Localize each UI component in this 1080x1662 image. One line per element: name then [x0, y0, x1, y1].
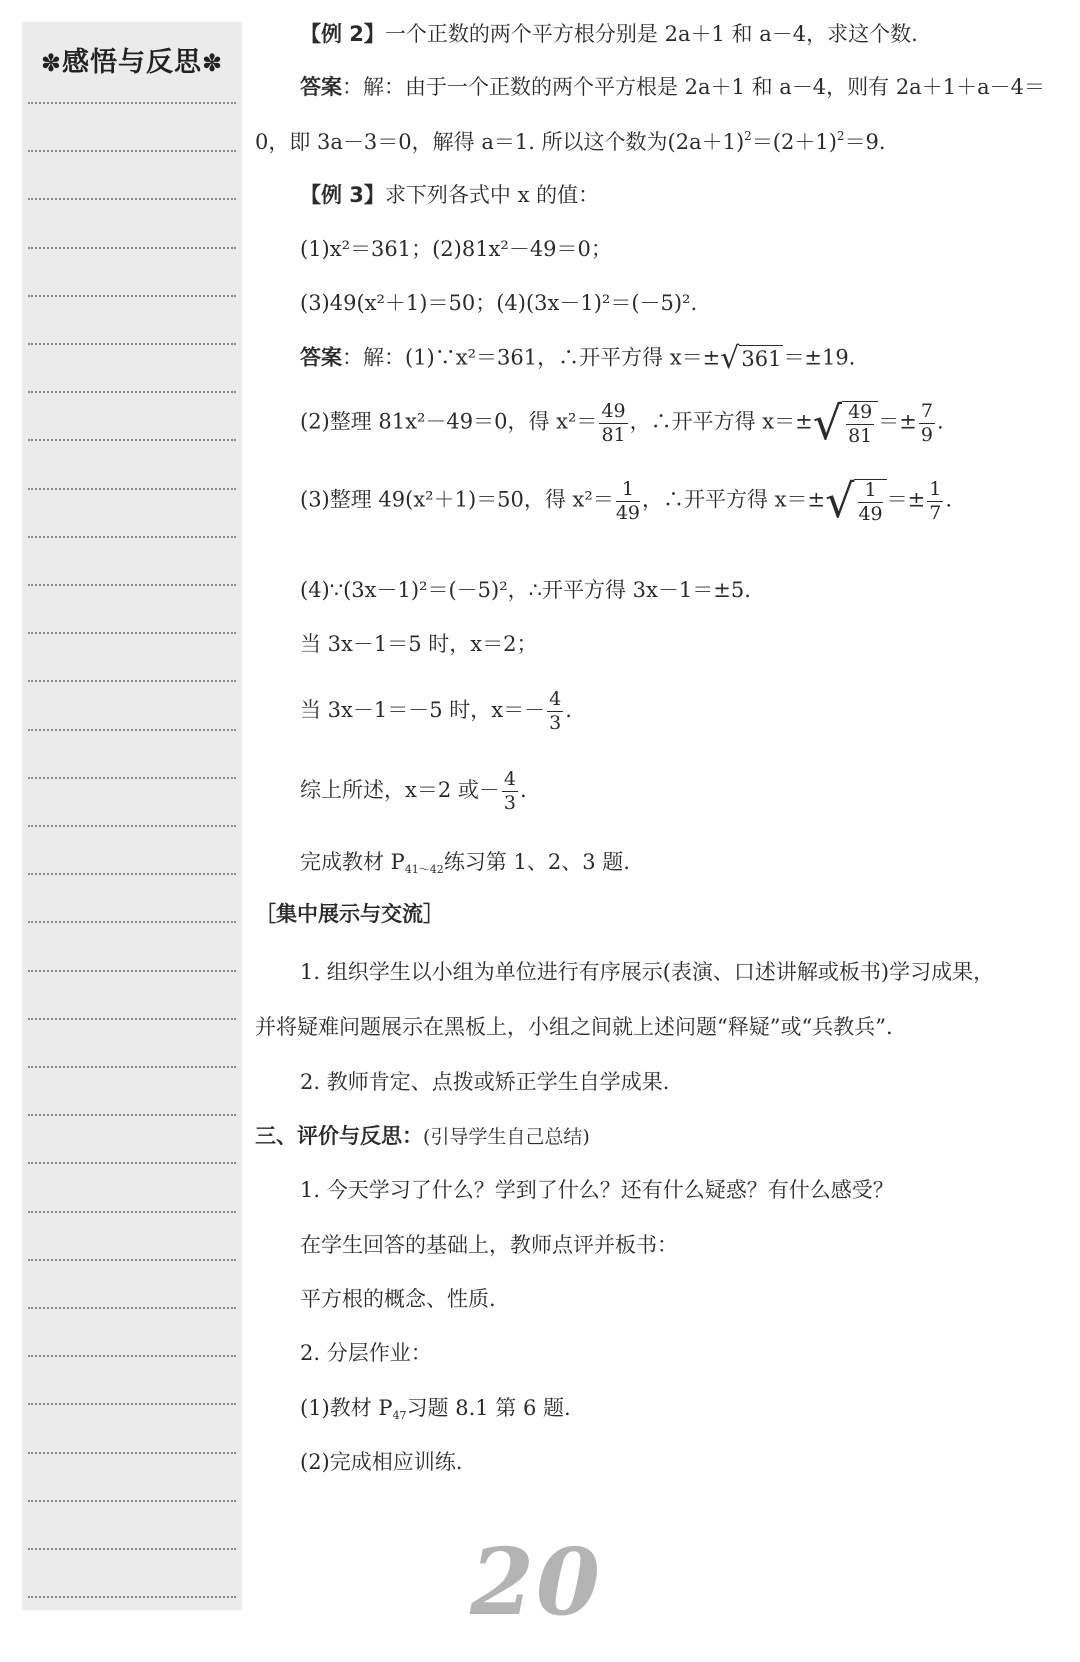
answer-label: 答案	[300, 345, 342, 370]
answer-text: 当 3x－1＝－5 时，x＝－	[300, 698, 546, 722]
example3-answer-1	[300, 341, 856, 376]
display-heading: ［集中展示与交流］	[255, 902, 444, 926]
answer-text: ：解：(1)∵x²＝361，∴开平方得 x＝±	[342, 345, 721, 370]
note-line	[28, 584, 236, 586]
note-line	[28, 1452, 236, 1454]
exponent: 2	[836, 129, 845, 143]
note-line	[28, 343, 236, 345]
example3-question-text: 求下列各式中 x 的值：	[384, 183, 600, 207]
numerator: 1	[929, 477, 942, 500]
period: .	[565, 698, 572, 722]
example3-label: 【例 3】	[300, 183, 385, 207]
note-line	[28, 1596, 236, 1598]
note-line	[28, 970, 236, 972]
denominator: 81	[601, 423, 626, 446]
note-line	[28, 873, 236, 875]
note-line	[28, 1500, 236, 1502]
denominator: 3	[549, 712, 562, 734]
display-item-1-line1: 1. 组织学生以小组为单位进行有序展示(表演、口述讲解或板书)学习成果，	[300, 960, 995, 984]
equals-plus-minus: ＝±	[886, 487, 926, 512]
note-line	[28, 150, 236, 152]
sidebar-title	[22, 40, 242, 79]
numerator: 4	[549, 688, 562, 710]
example3-summary	[300, 770, 527, 813]
note-line	[28, 632, 236, 634]
sidebar-title-text: 感悟与反思	[62, 47, 202, 78]
answer-text: (2)整理 81x²－49＝0，得 x²＝	[300, 409, 598, 434]
homework-item-1	[300, 1396, 571, 1421]
square-root: √ $\frac{49}{81}$	[813, 400, 879, 446]
note-line	[28, 247, 236, 249]
example2-answer-line2	[255, 130, 886, 155]
page-subscript: 47	[392, 1409, 407, 1422]
radicand	[854, 479, 886, 524]
answer-text: 综上所述，x＝2 或－	[300, 778, 500, 802]
example3-case-1: 当 3x－1＝5 时，x＝2；	[300, 632, 538, 656]
reflection-teacher-note: 在学生回答的基础上，教师点评并板书：	[300, 1233, 678, 1257]
numerator: 49	[848, 400, 873, 423]
example3-answer-4: (4)∵(3x－1)²＝(－5)²，∴开平方得 3x－1＝±5.	[300, 578, 751, 602]
homework-item-2: (2)完成相应训练.	[300, 1450, 463, 1474]
example3-question	[300, 183, 599, 208]
homework-text: 习题 8.1 第 6 题.	[406, 1396, 571, 1420]
numerator: 7	[920, 399, 933, 422]
exponent: 2	[744, 129, 752, 143]
display-item-1-line2: 并将疑难问题展示在黑板上，小组之间就上述问题“释疑”或“兵教兵”.	[255, 1015, 893, 1039]
reflection-heading	[255, 1124, 590, 1149]
note-line	[28, 536, 236, 538]
homework-text: (1)教材 P	[300, 1396, 393, 1420]
fraction	[615, 477, 640, 524]
reflection-notes-sidebar	[22, 22, 242, 1610]
note-line	[28, 1548, 236, 1550]
page-subscript: 41～42	[404, 863, 444, 876]
note-line	[28, 102, 236, 104]
reflection-heading-text: 三、评价与反思：	[255, 1124, 423, 1148]
answer-text: ＝±19.	[783, 345, 856, 370]
example3-q1: (1)x²＝361；(2)81x²－49＝0；	[300, 237, 612, 261]
example3-answer-2	[300, 396, 944, 450]
fraction	[858, 478, 883, 525]
denominator: 3	[503, 792, 516, 814]
note-line	[28, 825, 236, 827]
note-line	[28, 1355, 236, 1357]
numerator: 1	[616, 480, 640, 502]
note-line	[28, 1018, 236, 1020]
denominator: 49	[615, 501, 640, 524]
exercise-text: 练习第 1、2、3 题.	[443, 850, 630, 874]
note-line	[28, 1307, 236, 1309]
note-line	[28, 439, 236, 441]
example3-q2: (3)49(x²＋1)＝50；(4)(3x－1)²＝(－5)².	[300, 291, 698, 315]
fraction	[846, 400, 874, 447]
answer-text: ＝(2＋1)	[751, 130, 837, 154]
answer-text: (3)整理 49(x²＋1)＝50，得 x²＝	[300, 487, 614, 512]
page-number: 20	[470, 1528, 603, 1636]
fraction	[599, 399, 627, 446]
note-line	[28, 1162, 236, 1164]
period: .	[945, 487, 953, 512]
example2-answer-line1	[300, 75, 1045, 100]
answer-text: ＝9.	[844, 130, 886, 154]
note-line	[28, 198, 236, 200]
note-line	[28, 488, 236, 490]
answer-text: ，∴开平方得 x＝±	[642, 487, 826, 512]
flower-ornament-icon: ✽	[40, 49, 62, 77]
exercise-text: 完成教材 P	[300, 850, 405, 874]
numerator: 49	[601, 399, 626, 422]
square-root: √ $\frac{1}{49}$	[825, 478, 887, 524]
fraction	[502, 770, 518, 813]
note-line	[28, 921, 236, 923]
note-line	[28, 680, 236, 682]
fraction	[919, 399, 935, 446]
textbook-exercise	[300, 850, 630, 875]
homework-title: 2. 分层作业：	[300, 1341, 432, 1365]
note-line	[28, 391, 236, 393]
denominator: 49	[858, 502, 883, 525]
radicand: 361	[741, 347, 782, 372]
example2-question	[300, 22, 918, 47]
display-item-2: 2. 教师肯定、点拨或矫正学生自学成果.	[300, 1070, 670, 1094]
radicand	[842, 401, 878, 446]
example3-case-2	[300, 690, 572, 733]
denominator: 7	[929, 501, 942, 524]
note-line	[28, 1403, 236, 1405]
note-line	[28, 1259, 236, 1261]
note-line	[28, 1066, 236, 1068]
reflection-question-1: 1. 今天学习了什么？学到了什么？还有什么疑惑？有什么感受？	[300, 1178, 894, 1202]
square-root: √361	[720, 341, 782, 376]
period: .	[519, 778, 527, 802]
numerator: 1	[858, 481, 882, 503]
fraction	[547, 690, 563, 733]
flower-ornament-icon: ✽	[202, 49, 224, 77]
answer-label: 答案	[300, 75, 342, 99]
numerator: 4	[503, 768, 516, 790]
denominator: 9	[920, 423, 933, 446]
note-line	[28, 1211, 236, 1213]
equals-plus-minus: ＝±	[878, 409, 917, 434]
example2-label: 【例 2】	[300, 22, 385, 46]
note-line	[28, 777, 236, 779]
denominator: 81	[848, 424, 873, 447]
example2-answer-text: ：解：由于一个正数的两个平方根是 2a＋1 和 a－4，则有 2a＋1＋a－4＝	[342, 75, 1045, 99]
note-line	[28, 729, 236, 731]
reflection-heading-note: (引导学生自己总结)	[423, 1126, 590, 1148]
answer-text: ，∴开平方得 x＝±	[629, 409, 813, 434]
fraction	[927, 477, 943, 524]
note-line	[28, 1114, 236, 1116]
example2-question-text: 一个正数的两个平方根分别是 2a＋1 和 a－4，求这个数.	[384, 22, 918, 46]
period: .	[936, 409, 944, 434]
answer-text: 0，即 3a－3＝0，解得 a＝1. 所以这个数为(2a＋1)	[255, 130, 745, 154]
example3-answer-3	[300, 474, 953, 528]
note-line	[28, 295, 236, 297]
reflection-summary: 平方根的概念、性质.	[300, 1287, 496, 1311]
